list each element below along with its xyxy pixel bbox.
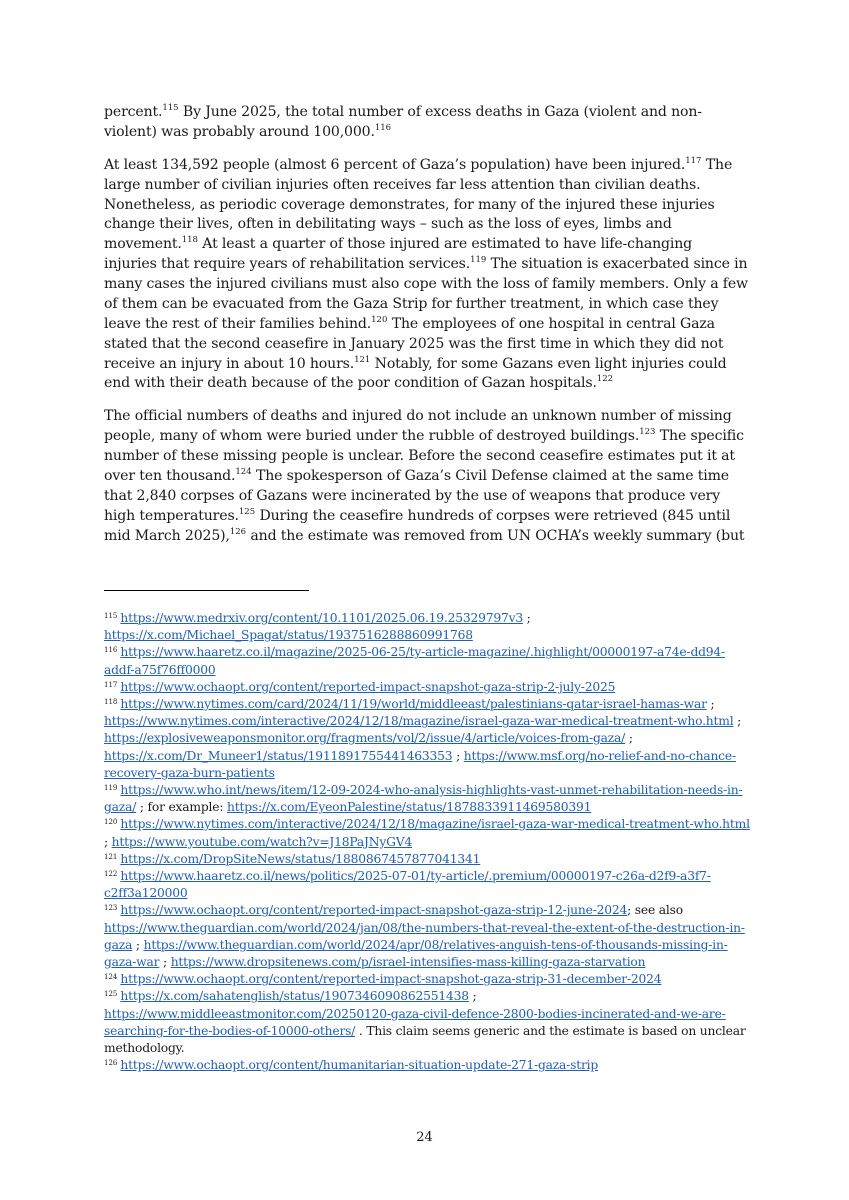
footnote-text: ; [104, 834, 112, 849]
footnote-link[interactable]: https://x.com/DropSiteNews/status/1880867457877041341 [120, 851, 481, 866]
footnote-text: ; for example: [136, 800, 227, 815]
footnote-reference: 119 [470, 255, 487, 266]
footnote-text: ; [625, 731, 633, 746]
footnote-number: 122 [104, 870, 118, 879]
footnote-link[interactable]: https://www.ochaopt.org/content/reported-impact-snapshot-gaza-strip-31-december-2024 [120, 972, 662, 987]
footnote-reference: 125 [238, 506, 256, 517]
footnote-link[interactable]: https://www.nytimes.com/card/2024/11/19/world/middleeast/palestinians-qatar-israel-hamas-war [120, 697, 707, 712]
footnote-link[interactable]: https://www.medrxiv.org/content/10.1101/2025.06.19.25329797v3 [120, 611, 523, 625]
footnote-reference: 118 [181, 235, 198, 246]
footnote-118 [104, 696, 750, 782]
body-paragraph [104, 103, 748, 143]
footnote-number: 115 [104, 612, 118, 620]
footnote-text: ; [132, 937, 144, 952]
footnote-number: 124 [104, 973, 118, 982]
paragraph-text: percent. [104, 104, 163, 120]
footnote-text: ; [468, 989, 477, 1004]
footnote-link[interactable]: https://www.nytimes.com/interactive/2024/12/18/magazine/israel-gaza-war-medical-treatment-who.html [104, 714, 734, 729]
paragraph-text: The spokesperson of Gaza’s Civil Defense claimed at the same time that 2,840 corpses of Gazans were incinerated by the use of weapons that produce very high temperatures. [104, 467, 729, 524]
footnote-link[interactable]: https://www.nytimes.com/interactive/2024/12/18/magazine/israel-gaza-war-medical-treatment-who.html [120, 817, 750, 832]
footnote-link[interactable]: https://x.com/sahatenglish/status/1907346090862551438 [120, 989, 469, 1004]
body-paragraph [104, 156, 748, 395]
paragraph-text: and the estimate was removed from UN OCHA’s weekly summary (but [246, 527, 745, 544]
footnote-link[interactable]: https://www.haaretz.co.il/magazine/2025-06-25/ty-article-magazine/.highlight/00000197-a74e-dd94-addf-a75f76ff0000 [104, 645, 725, 677]
paragraph-text: The situation is exacerbated since in many cases the injured civilians must also cope with the loss of family members. Only a few of them can be evacuated from the Gaza Strip for further treatment, in which case they leave the rest of their families behind. [104, 256, 748, 332]
footnote-115 [104, 610, 750, 644]
footnote-number: 123 [104, 904, 118, 913]
footnote-text: ; see also [627, 903, 683, 918]
footnote-reference: 126 [229, 526, 247, 537]
footnote-link[interactable]: https://x.com/Dr_Muneer1/status/1911891755441463353 [104, 748, 453, 763]
footnote-reference: 115 [162, 103, 179, 113]
footnote-122 [104, 868, 750, 902]
footnote-117 [104, 679, 750, 696]
footnote-number: 126 [104, 1059, 118, 1068]
footnote-number: 120 [104, 818, 118, 827]
body-text [104, 103, 748, 559]
footnote-link[interactable]: https://www.haaretz.co.il/news/politics/2025-07-01/ty-article/.premium/00000197-c26a-d2f9-a3f7-c2ff3a120000 [104, 869, 711, 901]
footnote-text: . This claim seems generic and the estimate is based on unclear methodology. [104, 1023, 746, 1056]
footnote-link[interactable]: https://www.youtube.com/watch?v=J18PaJNyGV4 [111, 834, 413, 849]
footnote-116 [104, 644, 750, 678]
footnote-reference: 116 [374, 122, 392, 133]
footnote-link[interactable]: https://www.theguardian.com/world/2024/apr/08/relatives-anguish-tens-of-thousands-missing-in-gaza-war [104, 937, 728, 970]
footnote-124 [104, 971, 750, 988]
footnote-number: 117 [104, 680, 118, 689]
footnote-126 [104, 1057, 750, 1074]
footnote-text: ; [452, 748, 464, 763]
footnote-link[interactable]: https://www.ochaopt.org/content/reported-impact-snapshot-gaza-strip-2-july-2025 [120, 679, 616, 694]
footnote-121 [104, 851, 750, 868]
paragraph-text: During the ceasefire hundreds of corpses were retrieved (845 until mid March 2025), [104, 507, 731, 544]
footnotes [104, 610, 750, 1074]
footnote-link[interactable]: https://www.ochaopt.org/content/reported-impact-snapshot-gaza-strip-12-june-2024 [120, 903, 628, 918]
footnote-125 [104, 988, 750, 1057]
footnote-123 [104, 902, 750, 971]
footnote-link[interactable]: https://www.who.int/news/item/12-09-2024-who-analysis-highlights-vast-unmet-rehabilitation-needs-in-gaza/ [104, 783, 743, 815]
footnote-reference: 122 [596, 374, 614, 385]
footnote-reference: 121 [354, 354, 371, 365]
footnote-link[interactable]: https://www.msf.org/no-relief-and-no-chance-recovery-gaza-burn-patients [104, 748, 736, 780]
footnote-number: 121 [104, 852, 118, 861]
footnote-reference: 120 [371, 314, 388, 325]
paragraph-text: At least 134,592 people (almost 6 percent of Gaza’s population) have been injured. [104, 156, 686, 173]
footnote-reference: 123 [639, 427, 656, 438]
body-paragraph [104, 407, 748, 546]
paragraph-text: The large number of civilian injuries often receives far less attention than civilian deaths. Nonetheless, as periodic coverage demonstrates, for many of the injured these injuries change their lives, often in debilitating ways – such as the loss of eyes, limbs and movement. [104, 156, 733, 253]
footnote-number: 116 [104, 646, 118, 655]
paragraph-text: The official numbers of deaths and injured do not include an unknown number of missing people, many of whom were buried under the rubble of destroyed buildings. [104, 408, 732, 445]
footnote-link[interactable]: https://x.com/Michael_Spagat/status/1937516288860991768 [104, 628, 473, 643]
paragraph-text: Notably, for some Gazans even light injuries could end with their death because of the poor condition of Gazan hospitals. [104, 355, 727, 392]
footnote-text: ; [159, 955, 171, 970]
paragraph-text: By June 2025, the total number of excess deaths in Gaza (violent and non-violent) was probably around 100,000. [104, 104, 702, 140]
footnote-120 [104, 816, 750, 850]
footnote-119 [104, 782, 750, 816]
footnote-separator [104, 590, 309, 591]
footnote-text: ; [522, 611, 531, 625]
paragraph-text: The employees of one hospital in central Gaza stated that the second ceasefire in January 2025 was the first time in which they did not receive an injury in about 10 hours. [104, 315, 724, 372]
footnote-link[interactable]: https://www.middleeastmonitor.com/20250120-gaza-civil-defence-2800-bodies-incinerated-and-we-are-searching-for-the-bodies-of-10000-others/ [104, 1006, 726, 1038]
footnote-reference: 124 [235, 466, 252, 477]
footnote-text: ; [706, 697, 715, 712]
footnote-link[interactable]: https://x.com/EyeonPalestine/status/1878833911469580391 [227, 800, 592, 815]
footnote-link[interactable]: https://explosiveweaponsmonitor.org/fragments/vol/2/issue/4/article/voices-from-gaza/ [104, 731, 626, 746]
footnote-number: 118 [104, 698, 118, 707]
footnote-link[interactable]: https://www.theguardian.com/world/2024/jan/08/the-numbers-that-reveal-the-extent-of-the-destruction-in-gaza [104, 920, 745, 952]
footnote-link[interactable]: https://www.ochaopt.org/content/humanitarian-situation-update-271-gaza-strip [120, 1058, 599, 1073]
footnote-reference: 117 [685, 155, 702, 166]
footnote-text: ; [733, 714, 742, 729]
page-number: 24 [416, 1130, 433, 1145]
footnote-link[interactable]: https://www.dropsitenews.com/p/israel-intensifies-mass-killing-gaza-starvation [170, 955, 646, 970]
footnote-number: 125 [104, 990, 118, 999]
footnote-number: 119 [104, 784, 118, 793]
paragraph-text: The specific number of these missing people is unclear. Before the second ceasefire estimates put it at over ten thousand. [104, 428, 744, 484]
paragraph-text: At least a quarter of those injured are estimated to have life-changing injuries that require years of rehabilitation services. [104, 236, 693, 273]
